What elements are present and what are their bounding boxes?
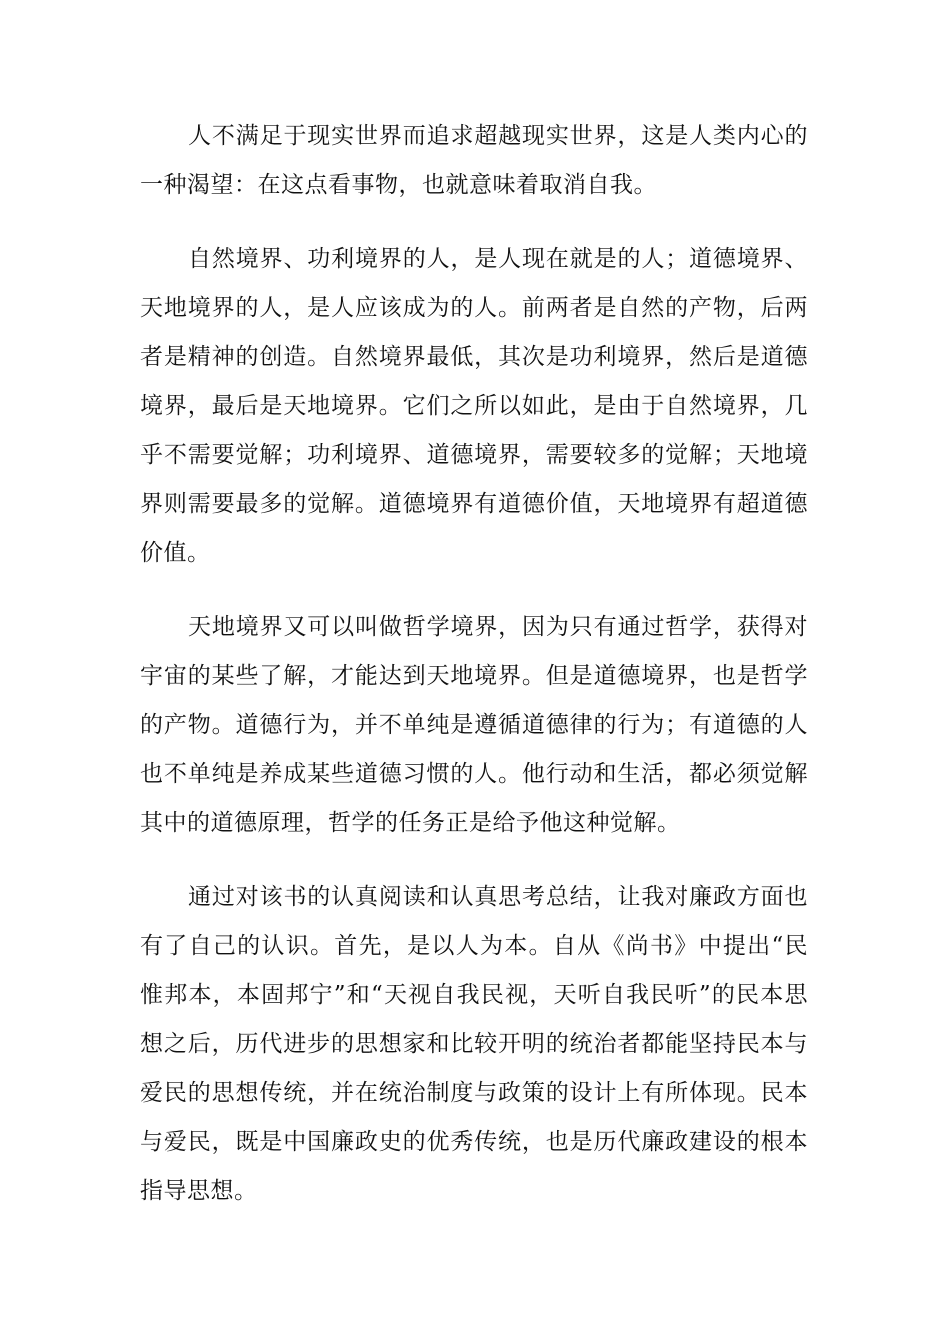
paragraph-2: 自然境界、功利境界的人，是人现在就是的人；道德境界、天地境界的人，是人应该成为的人。前两者是自然的产物，后两者是精神的创造。自然境界最低，其次是功利境界，然后是道德境界，最后是天地境界。它们之所以如此，是由于自然境界，几乎不需要觉解；功利境界、道德境界，需要较多的觉解；天地境界则需要最多的觉解。道德境界有道德价值，天地境界有超道德价值。	[140, 246, 808, 566]
paragraph-4: 通过对该书的认真阅读和认真思考总结，让我对廉政方面也有了自己的认识。首先，是以人为本。自从《尚书》中提出“民惟邦本，本固邦宁”和“天视自我民视，天听自我民听”的民本思想之后，历代进步的思想家和比较开明的统治者都能坚持民本与爱民的思想传统，并在统治制度与政策的设计上有所体现。民本与爱民，既是中国廉政史的优秀传统，也是历代廉政建设的根本指导思想。	[140, 884, 808, 1204]
paragraph-1: 人不满足于现实世界而追求超越现实世界，这是人类内心的一种渴望：在这点看事物，也就意味着取消自我。	[140, 123, 808, 198]
paragraph-3: 天地境界又可以叫做哲学境界，因为只有通过哲学，获得对宇宙的某些了解，才能达到天地境界。但是道德境界，也是哲学的产物。道德行为，并不单纯是遵循道德律的行为；有道德的人也不单纯是养成某些道德习惯的人。他行动和生活，都必须觉解其中的道德原理，哲学的任务正是给予他这种觉解。	[140, 614, 808, 836]
document-body	[140, 112, 808, 1241]
